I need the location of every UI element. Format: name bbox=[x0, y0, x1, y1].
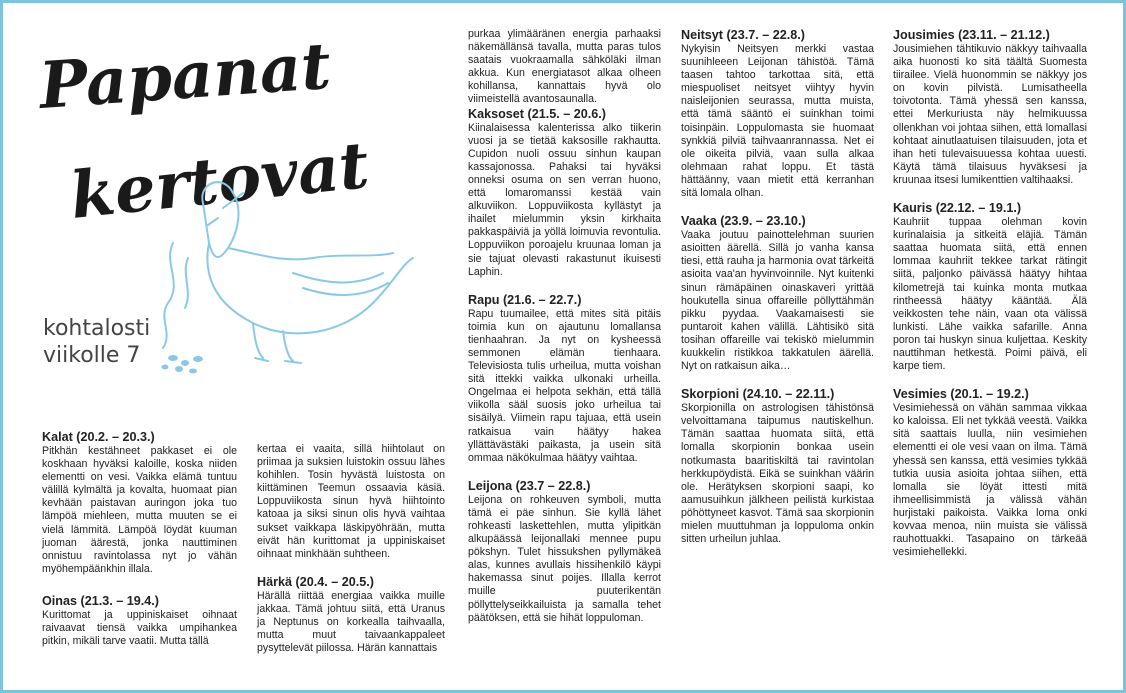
horoscope-text: Vaaka joutuu painottelehman suurien asioitten äärellä. Sillä jo vanha kansa tiesi, että rauha ja harmonia ovat tärkeitä asioita vaa'an hyvinvoinnile. Nyt kuitenki sinun rämäpäinen oinaskaveri yrittää houkutella sinua offareille pöllyttähmän pikku pyydaa. Vaakamaisesti sie puntaroit kahen välillä. Lähtisikö sitä tosihan offareille vai tekiskö mielummin kuukkelin ristikkoa takkatulen äärellä. Nyt on ratkaisun aika… bbox=[681, 229, 874, 373]
sign-heading: Kaksoset (21.5. – 20.6.) bbox=[468, 106, 606, 121]
horoscope-text: Leijona on rohkeuven symboli, mutta tämä ei päe sinhun. Sie kyllä lähet rohkeasti laskettehlen, mutta ylipitkän alkupäässä leijonallaki mennee pupu pökshyn. Tulet hissukshen pyllymäkeä alas, kunnes avullais hissihenkilö käypi hakemassa sinut poijes. Illalla kerrot muille puuterikentän pöllyttelyseikkailuista ja samalla tehet päätöksen, että sie hihät loppuloman. bbox=[468, 493, 661, 624]
horoscope-text: Nykyisin Neitsyen merkki vastaa suunihleeen Leijonan tähistöä. Tämä taasen tahtoo tarkottaa sitä, että miespuoliset neitsyet viihtyy hyvin naisleijonien seurassa, mutta muista, että tämä sääntö ei suinkhan toimi toisinpäin. Loppulomasta sie huomaat synkkiä pilviä taihvaanrannassa. Net ei ole oikeita pilviä, vaan sulla alkaa olehmaan rahat loppu. Et tästä hättäänny, vaan mietit että kerranhan sitä lomala olhan. bbox=[681, 43, 874, 200]
sign-heading: Oinas (21.3. – 19.4.) bbox=[42, 593, 159, 608]
horoscope-text: Pitkhän kestähneet pakkaset ei ole koskhaan hyväksi kaloille, koska niiden elementti on vesi. Vaikka elämä tuntuu välillä kylmältä ja kovalta, huomaat pian kevhään paistavan auringon joka tuo lämpöä miehleen, mutta muuten se ei vielä lämmitä. Lämpöä löydät kuuman juoman äärestä, jonka nauttiminen onnistuu ravintolassa nyt jo vähän myöhempäänkhin illala. bbox=[42, 445, 237, 575]
horoscope-text: purkaa ylimääränen energia parhaaksi näkemällänsä tavalla, mutta paras tulos saatais vuokraamalla sähköläki ilman akkua. Kun energiatasot alkaa olheen kohillansa, kannattais hyvä olo viimeistellä avantosaunalla. bbox=[468, 28, 661, 106]
subtitle bbox=[43, 315, 150, 369]
title-line2: kertovat bbox=[66, 128, 373, 234]
column-3 bbox=[468, 28, 661, 625]
sign-heading: Vesimies (20.1. – 19.2.) bbox=[893, 387, 1029, 402]
sign-heading: Härkä (20.4. – 20.5.) bbox=[257, 574, 374, 589]
horoscope-text: Kiinalaisessa kalenterissa alko tiikerin vuosi ja se tietää kaksosille rakhautta. Cupidon nuoli ossuu sinhun kaupan kassajonossa. Pahaksi tai hyväksi onneksi osuma on sen verran huono, että lomaromanssi kestää vain alkuviikon. Loppuviikosta kyllästyt ja ihailet mielummin yksin kirkhaita pakkaspäiviä ja yöllä loimuvia revontulia. Loppuviikon poroajelu kruunaa loman ja sie tajuat olevasti rakastunut ikuisesti Laphin. bbox=[468, 121, 661, 278]
column-2 bbox=[257, 443, 445, 655]
horoscope-text: Härällä riittää energiaa vaikka muille jakkaa. Tämä johtuu siitä, että Uranus ja Neptunus on korkealla taihvaalla, mutta muut taivaankappaleet pysyttelevät piilossa. Härän kannattais bbox=[257, 589, 445, 655]
horoscope-text: Kurittomat ja uppiniskaiset oihnaat raivaavat tiensä vaikka umpihankea pitkin, mikäli tarve vaatii. Mutta tällä bbox=[42, 608, 237, 648]
bird-illustration bbox=[143, 163, 443, 393]
sign-heading: Kalat (20.2. – 20.3.) bbox=[42, 430, 155, 444]
sign-heading: Skorpioni (24.10. – 22.11.) bbox=[681, 387, 835, 402]
horoscope-text: Jousimiehen tähtikuvio näkkyy taihvaalla aika huonosti ko sitä täältä Suomesta tiirailee. Vielä huonommin se näkkyy jos on kovin pilvistä. Lumisatheella toivotonta. Tämä yhessä sen kanssa, ettei Merkuriusta näy helmikuussa ollenkhan voi johtaa siihen, että lomallasi kohtaat ainutlaatuisen tilaisuuden, jota et ihan heti tulevaisuuessa kohtaa uuesti. Käytä tämä tilaisuus hyväksesi ja kruunaa itsesi lumikenttien valtihaaksi. bbox=[893, 43, 1087, 186]
title-line1: Papanat bbox=[36, 28, 334, 124]
column-1 bbox=[42, 430, 237, 648]
sign-heading: Jousimies (23.11. – 21.12.) bbox=[893, 28, 1050, 42]
horoscope-text: Skorpionilla on astrologisen tähistönsä velvoittamana taipumus nautiskelhun. Tämän saattaa huomata siitä, että lomalla skorpionin bonkaa usein notkumasta baaritiskiltä tai ravintolan herkkupöydistä. Eikä se suinkhan väärin ole. Herätyksen skorpioni saapi, ko aamusuihkun jälkheen peilistä kurkistaa pöhöttyneet kasvot. Tämä saa skorpionin mielen muuttuhman ja loppuloma onkin sitten urheilun juhlaa. bbox=[681, 402, 874, 546]
horoscope-text: Kauhriit tuppaa olehman kovin kurinalaisia ja sitkeitä eläjiä. Tämän saattaa huomata siitä, että ennen lommaa kauhriit tekkee tarkat rätingit siitä, paljonko päivässä häätyy hihtaa kilometrejä tai kuinka monta mutkaa rintheessä häätyy kääntää. Älä veikkosten tehe näin, vaan ota välissä lunkisti. Lähe vaikka safarille. Anna poron tai huskyn sinua kuljettaa. Keskity nauttihman hetkestä. Poimi päivä, eli karpe tiem. bbox=[893, 216, 1087, 373]
horoscope-text: kertaa ei vaaita, sillä hiihtolaut on priimaa ja suksien luistokin ossuu lähes kohihlen. Tosin hyvästä luistosta on kiittäminen Teemun ossaavia käsiä. Loppuviikosta sinun hyvä hiihtointo katoaa ja siksi sinun olis hyvä vaihtaa sukset vaikkapa läskipyöhrään, mutta eivät hän kurittomat ja uppiniskaiset oihnaat minkhään suhtheen. bbox=[257, 443, 445, 560]
sign-heading: Rapu (21.6. – 22.7.) bbox=[468, 292, 582, 307]
column-5 bbox=[893, 28, 1087, 559]
sign-heading: Kauris (22.12. – 19.1.) bbox=[893, 201, 1022, 216]
horoscope-text: Vesimiehessä on vähän sammaa vikkaa ko kaloissa. Eli net tykkää veestä. Vaikka sitä saattais luulla, niin vesimiehen elementti ei ole vesi vaan on ilma. Tämä yhessä sen kanssa, että vesimies tykkää tutkia uusia asioita johtaa siihen, että lomalla sie löyät ittesti mitä ihmeellisimmistä ja välissä vähän hurjistaki paikoista. Vaikka loma onki kovvaa menoa, niin muista sie välissä rauhottuakki. Tasapaino on tärkeää vesimiehellekki. bbox=[893, 402, 1087, 559]
horoscope-text: Rapu tuumailee, että mites sitä pitäis toimia kun on ajautunu lomallansa tienhaahran. Ja nyt on kysheessä semmonen elämän tienhaara. Televisiosta tulis urheilua, mutta voishan sitä ittekki vaikka ulkonaki urheilla. Ongelmaa ei helpota sekhän, että tällä viikolla sääl suosis joko urheilua tai sisäilyä. Viimein rapu tajuaa, että usein ratkaisua vain häätyy hakea yllättävästäki paikasta, ja usein sitä ommaa näkökulmaa häätyy vaihtaa. bbox=[468, 307, 661, 464]
column-4 bbox=[681, 28, 874, 546]
subtitle-line1: kohtalosti bbox=[43, 316, 151, 341]
sign-heading: Neitsyt (23.7. – 22.8.) bbox=[681, 28, 805, 42]
subtitle-line2: viikolle 7 bbox=[43, 343, 141, 368]
sign-heading: Leijona (23.7 – 22.8.) bbox=[468, 478, 591, 493]
sign-heading: Vaaka (23.9. – 23.10.) bbox=[681, 214, 806, 229]
